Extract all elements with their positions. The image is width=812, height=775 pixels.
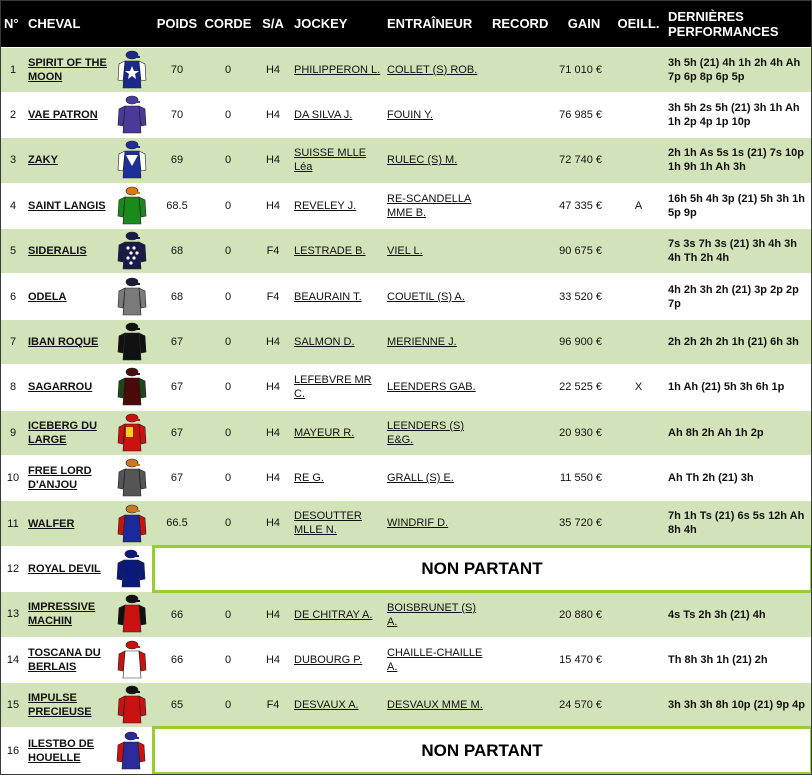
gain-cell: 90 675 € <box>556 229 612 274</box>
runner-number: 9 <box>1 410 25 455</box>
table-row <box>1 501 811 546</box>
jockey-link[interactable]: SUISSE MLLE Léa <box>291 138 384 183</box>
performances-cell: 7h 1h Ts (21) 6s 5s 12h Ah 8h 4h <box>665 501 811 546</box>
header-oeill: OEILL. <box>617 16 660 32</box>
performances-cell: 4s Ts 2h 3h (21) 4h <box>665 592 811 637</box>
oeill-cell <box>612 319 665 364</box>
sa-cell: H4 <box>255 592 291 637</box>
header-perf: DERNIÈRES PERFORMANCES <box>668 8 779 39</box>
poids-cell: 68.5 <box>153 183 201 228</box>
sa-cell: F4 <box>255 274 291 319</box>
performances-cell: 3h 5h 2s 5h (21) 3h 1h Ah 1h 2p 4p 1p 10p <box>665 92 811 137</box>
sa-cell: H4 <box>255 92 291 137</box>
jockey-silk-icon <box>111 456 153 501</box>
table-row <box>1 592 811 637</box>
oeill-cell <box>612 456 665 501</box>
sa-cell: H4 <box>255 365 291 410</box>
performances-cell: 2h 1h As 5s 1s (21) 7s 10p 1h 9h 1h Ah 3h <box>665 138 811 183</box>
horse-name-link[interactable]: FREE LORD D'ANJOU <box>25 456 111 501</box>
jockey-silk-icon <box>111 410 153 455</box>
jockey-link[interactable]: DE CHITRAY A. <box>291 592 384 637</box>
horse-name-link[interactable]: ICEBERG DU LARGE <box>25 410 111 455</box>
trainer-link[interactable]: RULEC (S) M. <box>384 138 489 183</box>
record-cell <box>489 682 556 727</box>
horse-name-link[interactable]: ODELA <box>25 274 111 319</box>
corde-cell: 0 <box>201 501 255 546</box>
trainer-link[interactable]: RE-SCANDELLA MME B. <box>384 183 489 228</box>
poids-cell: 67 <box>153 319 201 364</box>
jockey-silk-icon <box>111 501 153 546</box>
record-cell <box>489 410 556 455</box>
horse-name-link[interactable]: ZAKY <box>25 138 111 183</box>
poids-cell: 66 <box>153 637 201 682</box>
table-row <box>1 546 811 591</box>
gain-cell: 33 520 € <box>556 274 612 319</box>
runner-number: 1 <box>1 47 25 92</box>
corde-cell: 0 <box>201 456 255 501</box>
header-poids: POIDS <box>156 16 198 32</box>
table-row <box>1 728 811 773</box>
header-silk <box>111 1 153 47</box>
table-row <box>1 319 811 364</box>
record-cell <box>489 319 556 364</box>
sa-cell: H4 <box>255 456 291 501</box>
jockey-silk-icon <box>111 47 153 92</box>
oeill-cell <box>612 637 665 682</box>
performances-cell: 1h Ah (21) 5h 3h 6h 1p <box>665 365 811 410</box>
performances-cell: 3h 5h (21) 4h 1h 2h 4h Ah 7p 6p 8p 6p 5p <box>665 47 811 92</box>
poids-cell: 67 <box>153 365 201 410</box>
jockey-link[interactable]: MAYEUR R. <box>291 410 384 455</box>
performances-cell: 3h 3h 3h 8h 10p (21) 9p 4p <box>665 682 811 727</box>
header-gain: GAIN <box>567 16 601 32</box>
performances-cell: Ah Th 2h (21) 3h <box>665 456 811 501</box>
jockey-link[interactable]: LEFEBVRE MR C. <box>291 365 384 410</box>
jockey-silk-icon <box>111 728 153 773</box>
horse-name-link[interactable]: SIDERALIS <box>25 229 111 274</box>
jockey-link[interactable]: PHILIPPERON L. <box>291 47 384 92</box>
horse-name-link[interactable]: WALFER <box>25 501 111 546</box>
poids-cell: 66.5 <box>153 501 201 546</box>
table-row <box>1 274 811 319</box>
oeill-cell <box>612 92 665 137</box>
sa-cell: H4 <box>255 138 291 183</box>
trainer-link[interactable]: VIEL L. <box>384 229 489 274</box>
runner-number: 4 <box>1 183 25 228</box>
non-partant-label: NON PARTANT <box>153 546 811 591</box>
runner-number: 12 <box>1 546 25 591</box>
poids-cell: 67 <box>153 456 201 501</box>
table-row <box>1 92 811 137</box>
runners-table <box>1 1 812 775</box>
record-cell <box>489 138 556 183</box>
runner-number: 14 <box>1 637 25 682</box>
horse-name-link[interactable]: SPIRIT OF THE MOON <box>25 47 111 92</box>
jockey-silk-icon <box>111 682 153 727</box>
gain-cell: 71 010 € <box>556 47 612 92</box>
corde-cell: 0 <box>201 637 255 682</box>
horse-name-link[interactable]: IMPRESSIVE MACHIN <box>25 592 111 637</box>
runner-number: 15 <box>1 682 25 727</box>
trainer-link[interactable]: MERIENNE J. <box>384 319 489 364</box>
record-cell <box>489 229 556 274</box>
jockey-link[interactable]: REVELEY J. <box>291 183 384 228</box>
horse-name-link[interactable]: VAE PATRON <box>25 92 111 137</box>
jockey-silk-icon <box>111 183 153 228</box>
jockey-silk-icon <box>111 592 153 637</box>
trainer-link[interactable]: COUETIL (S) A. <box>384 274 489 319</box>
record-cell <box>489 637 556 682</box>
header-jockey: JOCKEY <box>294 16 348 32</box>
horse-name-link[interactable]: TOSCANA DU BERLAIS <box>25 637 111 682</box>
runners-body <box>1 47 811 773</box>
performances-cell: 16h 5h 4h 3p (21) 5h 3h 1h 5p 9p <box>665 183 811 228</box>
horse-name-link[interactable]: SAGARROU <box>25 365 111 410</box>
jockey-link[interactable]: LESTRADE B. <box>291 229 384 274</box>
gain-cell: 11 550 € <box>556 456 612 501</box>
poids-cell: 70 <box>153 92 201 137</box>
trainer-link[interactable]: FOUIN Y. <box>384 92 489 137</box>
jockey-silk-icon <box>111 546 153 591</box>
jockey-link[interactable]: RE G. <box>291 456 384 501</box>
corde-cell: 0 <box>201 183 255 228</box>
jockey-link[interactable]: DESOUTTER MLLE N. <box>291 501 384 546</box>
header-sa: S/A <box>262 16 284 32</box>
trainer-link[interactable]: LEENDERS GAB. <box>384 365 489 410</box>
corde-cell: 0 <box>201 682 255 727</box>
header-entraineur: ENTRAÎNEUR <box>387 16 473 32</box>
table-row <box>1 410 811 455</box>
jockey-silk-icon <box>111 365 153 410</box>
gain-cell: 76 985 € <box>556 92 612 137</box>
jockey-link[interactable]: DUBOURG P. <box>291 637 384 682</box>
gain-cell: 35 720 € <box>556 501 612 546</box>
sa-cell: H4 <box>255 637 291 682</box>
poids-cell: 68 <box>153 229 201 274</box>
corde-cell: 0 <box>201 365 255 410</box>
record-cell <box>489 92 556 137</box>
record-cell <box>489 501 556 546</box>
performances-cell: 7s 3s 7h 3s (21) 3h 4h 3h 4h Th 2h 4h <box>665 229 811 274</box>
record-cell <box>489 183 556 228</box>
gain-cell: 20 880 € <box>556 592 612 637</box>
jockey-link[interactable]: BEAURAIN T. <box>291 274 384 319</box>
corde-cell: 0 <box>201 319 255 364</box>
gain-cell: 20 930 € <box>556 410 612 455</box>
runner-number: 2 <box>1 92 25 137</box>
trainer-link[interactable]: LEENDERS (S) E&G. <box>384 410 489 455</box>
header-row <box>1 1 811 47</box>
runner-number: 16 <box>1 728 25 773</box>
sa-cell: H4 <box>255 501 291 546</box>
header-cheval: CHEVAL <box>28 16 81 32</box>
header-record: RECORD <box>492 16 549 32</box>
corde-cell: 0 <box>201 410 255 455</box>
gain-cell: 24 570 € <box>556 682 612 727</box>
oeill-cell <box>612 501 665 546</box>
table-row <box>1 682 811 727</box>
poids-cell: 68 <box>153 274 201 319</box>
table-row <box>1 365 811 410</box>
runner-number: 3 <box>1 138 25 183</box>
jockey-link[interactable]: SALMON D. <box>291 319 384 364</box>
trainer-link[interactable]: WINDRIF D. <box>384 501 489 546</box>
horse-name-link[interactable]: SAINT LANGIS <box>25 183 111 228</box>
oeill-cell <box>612 47 665 92</box>
trainer-link[interactable]: BOISBRUNET (S) A. <box>384 592 489 637</box>
jockey-silk-icon <box>111 274 153 319</box>
gain-cell: 15 470 € <box>556 637 612 682</box>
horse-name-link[interactable]: ILESTBO DE HOUELLE <box>25 728 111 773</box>
oeill-cell <box>612 592 665 637</box>
sa-cell: F4 <box>255 229 291 274</box>
table-row <box>1 183 811 228</box>
runner-number: 11 <box>1 501 25 546</box>
gain-cell: 47 335 € <box>556 183 612 228</box>
header-corde: CORDE <box>204 16 252 32</box>
poids-cell: 67 <box>153 410 201 455</box>
jockey-link[interactable]: DESVAUX A. <box>291 682 384 727</box>
runner-number: 10 <box>1 456 25 501</box>
table-row <box>1 637 811 682</box>
performances-cell: Ah 8h 2h Ah 1h 2p <box>665 410 811 455</box>
trainer-link[interactable]: COLLET (S) ROB. <box>384 47 489 92</box>
table-row <box>1 229 811 274</box>
table-row <box>1 47 811 92</box>
runner-number: 8 <box>1 365 25 410</box>
runner-number: 7 <box>1 319 25 364</box>
record-cell <box>489 592 556 637</box>
poids-cell: 66 <box>153 592 201 637</box>
oeill-cell <box>612 682 665 727</box>
corde-cell: 0 <box>201 47 255 92</box>
jockey-silk-icon <box>111 138 153 183</box>
table-row <box>1 456 811 501</box>
record-cell <box>489 47 556 92</box>
oeill-cell <box>612 274 665 319</box>
oeill-cell <box>612 138 665 183</box>
sa-cell: H4 <box>255 410 291 455</box>
sa-cell: H4 <box>255 47 291 92</box>
gain-cell: 72 740 € <box>556 138 612 183</box>
poids-cell: 69 <box>153 138 201 183</box>
poids-cell: 65 <box>153 682 201 727</box>
oeill-cell: X <box>612 365 665 410</box>
performances-cell: 2h 2h 2h 2h 1h (21) 6h 3h <box>665 319 811 364</box>
jockey-link[interactable]: DA SILVA J. <box>291 92 384 137</box>
performances-cell: 4h 2h 3h 2h (21) 3p 2p 2p 7p <box>665 274 811 319</box>
record-cell <box>489 365 556 410</box>
runner-number: 5 <box>1 229 25 274</box>
sa-cell: F4 <box>255 682 291 727</box>
jockey-silk-icon <box>111 319 153 364</box>
oeill-cell <box>612 229 665 274</box>
runner-number: 6 <box>1 274 25 319</box>
oeill-cell: A <box>612 183 665 228</box>
non-partant-label: NON PARTANT <box>153 728 811 773</box>
record-cell <box>489 274 556 319</box>
corde-cell: 0 <box>201 229 255 274</box>
gain-cell: 96 900 € <box>556 319 612 364</box>
gain-cell: 22 525 € <box>556 365 612 410</box>
sa-cell: H4 <box>255 183 291 228</box>
horse-name-link[interactable]: IMPULSE PRECIEUSE <box>25 682 111 727</box>
corde-cell: 0 <box>201 92 255 137</box>
corde-cell: 0 <box>201 138 255 183</box>
trainer-link[interactable]: DESVAUX MME M. <box>384 682 489 727</box>
corde-cell: 0 <box>201 592 255 637</box>
jockey-silk-icon <box>111 92 153 137</box>
jockey-silk-icon <box>111 637 153 682</box>
trainer-link[interactable]: CHAILLE-CHAILLE A. <box>384 637 489 682</box>
oeill-cell <box>612 410 665 455</box>
poids-cell: 70 <box>153 47 201 92</box>
horse-name-link[interactable]: IBAN ROQUE <box>25 319 111 364</box>
performances-cell: Th 8h 3h 1h (21) 2h <box>665 637 811 682</box>
corde-cell: 0 <box>201 274 255 319</box>
trainer-link[interactable]: GRALL (S) E. <box>384 456 489 501</box>
table-row <box>1 138 811 183</box>
record-cell <box>489 456 556 501</box>
horse-name-link[interactable]: ROYAL DEVIL <box>25 546 111 591</box>
sa-cell: H4 <box>255 319 291 364</box>
jockey-silk-icon <box>111 229 153 274</box>
runner-number: 13 <box>1 592 25 637</box>
header-num: N° <box>4 16 19 32</box>
